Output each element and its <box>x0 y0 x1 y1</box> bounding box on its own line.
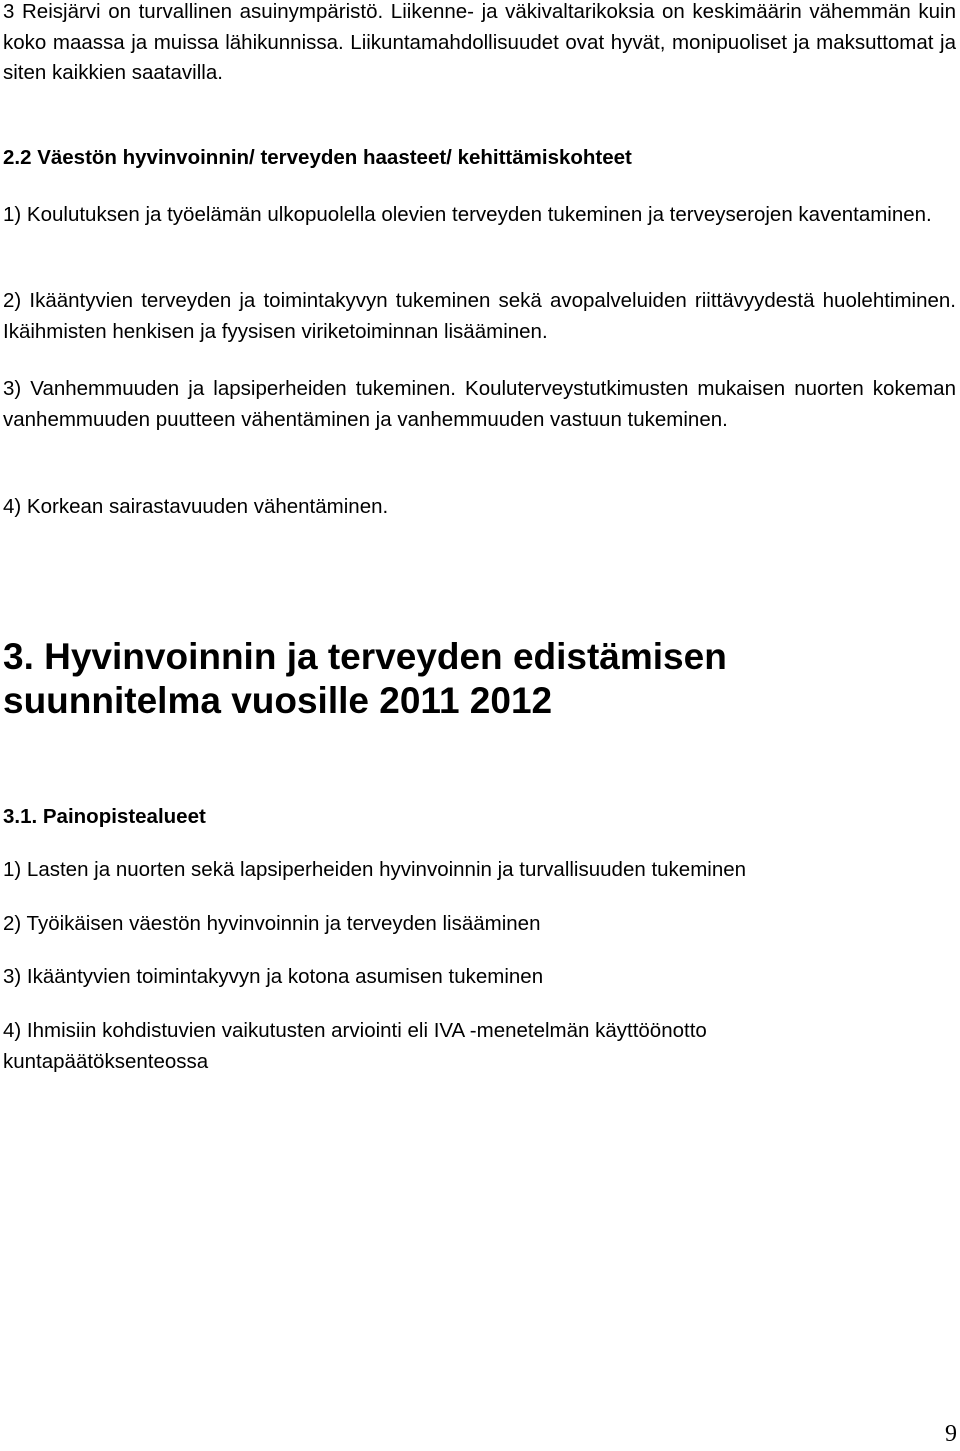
section-2-2-heading: 2.2 Väestön hyvinvoinnin/ terveyden haasteet/ kehittämiskohteet <box>3 146 632 169</box>
page-number: 9 <box>945 1421 957 1447</box>
section-3-heading-line-2: suunnitelma vuosille 2011 2012 <box>3 680 553 721</box>
challenge-item-3: 3) Vanhemmuuden ja lapsiperheiden tukeminen. Kouluterveystutkimusten mukaisen nuorten kokeman vanhemmuuden puutteen vähentäminen ja vanhemmuuden vastuun tukeminen. <box>3 377 956 431</box>
focus-area-3: 3) Ikääntyvien toimintakyvyn ja kotona asumisen tukeminen <box>3 965 544 988</box>
focus-area-2: 2) Työikäisen väestön hyvinvoinnin ja terveyden lisääminen <box>3 912 541 935</box>
section-3-1-heading: 3.1. Painopistealueet <box>3 805 206 828</box>
section-3-heading <box>3 635 727 723</box>
focus-area-4: 4) Ihmisiin kohdistuvien vaikutusten arviointi eli IVA -menetelmän käyttöönotto kuntapäätöksenteossa <box>3 1019 707 1073</box>
section-3-heading-line-1: 3. Hyvinvoinnin ja terveyden edistämisen <box>3 636 727 677</box>
intro-paragraph: 3 Reisjärvi on turvallinen asuinympäristö. Liikenne- ja väkivaltarikoksia on keskimäärin vähemmän kuin koko maassa ja muissa lähikunnissa. Liikuntamahdollisuudet ovat hyvät, monipuoliset ja maksuttomat ja siten kaikkien saatavilla. <box>3 0 956 84</box>
challenge-item-4: 4) Korkean sairastavuuden vähentäminen. <box>3 495 389 518</box>
focus-area-1: 1) Lasten ja nuorten sekä lapsiperheiden hyvinvoinnin ja turvallisuuden tukeminen <box>3 858 747 881</box>
challenge-item-2: 2) Ikääntyvien terveyden ja toimintakyvyn tukeminen sekä avopalveluiden riittävyydestä huolehtiminen. Ikäihmisten henkisen ja fyysisen viriketoiminnan lisääminen. <box>3 289 956 343</box>
challenge-item-1: 1) Koulutuksen ja työelämän ulkopuolella olevien terveyden tukeminen ja terveyserojen kaventaminen. <box>3 203 932 226</box>
